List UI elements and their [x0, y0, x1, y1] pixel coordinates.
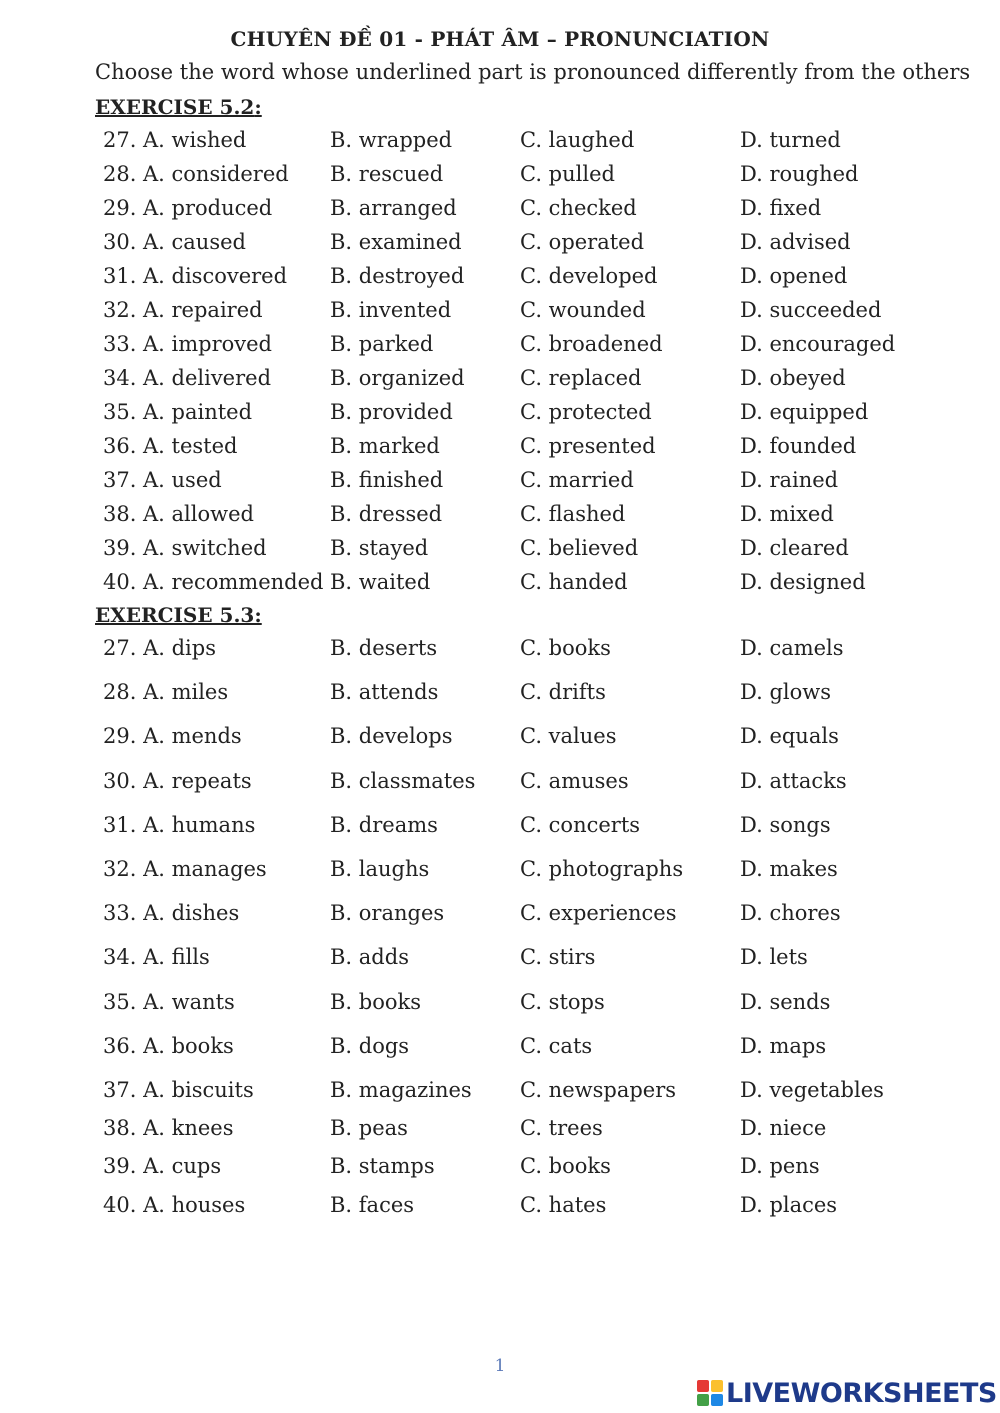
option-b: B. laughs: [330, 857, 430, 881]
question-row: [0, 724, 1000, 754]
option-d: D. obeyed: [740, 366, 846, 390]
question-row: [0, 196, 1000, 226]
option-a: A. improved: [143, 332, 273, 356]
option-b: B. marked: [330, 434, 440, 458]
option-d: D. sends: [740, 990, 831, 1014]
question-number: 31.: [103, 264, 137, 288]
option-b: B. deserts: [330, 636, 438, 660]
question-row: [0, 901, 1000, 931]
option-d: D. roughed: [740, 162, 859, 186]
option-b: B. dressed: [330, 502, 443, 526]
option-b: B. books: [330, 990, 422, 1014]
option-a: 31. A. humans: [103, 813, 256, 837]
exercise-5-2-heading-text: EXERCISE 5.2: [95, 95, 255, 119]
option-b: B. oranges: [330, 901, 445, 925]
option-d: D. glows: [740, 680, 831, 704]
question-row: [0, 230, 1000, 260]
option-c: C. drifts: [520, 680, 606, 704]
question-number: 32.: [103, 298, 137, 322]
option-c: C. replaced: [520, 366, 642, 390]
question-number: 29.: [103, 196, 137, 220]
question-row: [0, 502, 1000, 532]
question-row: [0, 400, 1000, 430]
option-c: C. presented: [520, 434, 656, 458]
option-b: B. faces: [330, 1193, 415, 1217]
option-d: D. opened: [740, 264, 848, 288]
option-b: B. peas: [330, 1116, 408, 1140]
option-a: A. allowed: [143, 502, 254, 526]
question-row: [0, 1034, 1000, 1064]
option-c: C. believed: [520, 536, 639, 560]
option-c: C. stirs: [520, 945, 596, 969]
question-row: [0, 332, 1000, 362]
logo-icon: [697, 1380, 723, 1406]
logo-text: LIVEWORKSHEETS: [726, 1377, 997, 1409]
option-d: D. lets: [740, 945, 808, 969]
option-a: A. discovered: [143, 264, 288, 288]
option-b: B. provided: [330, 400, 453, 424]
question-row: [0, 680, 1000, 710]
option-b: B. parked: [330, 332, 434, 356]
option-a: 35. A. wants: [103, 990, 235, 1014]
option-c: C. developed: [520, 264, 658, 288]
option-c: C. wounded: [520, 298, 646, 322]
page-number: 1: [494, 1356, 506, 1376]
exercise-5-3-heading: EXERCISE 5.3:: [95, 603, 262, 627]
question-row: [0, 570, 1000, 600]
option-b: B. stamps: [330, 1154, 435, 1178]
question-row: [0, 162, 1000, 192]
option-c: C. concerts: [520, 813, 641, 837]
option-b: B. finished: [330, 468, 444, 492]
option-c: C. stops: [520, 990, 605, 1014]
question-row: [0, 1154, 1000, 1184]
option-d: D. founded: [740, 434, 857, 458]
option-a: 37. A. biscuits: [103, 1078, 254, 1102]
question-row: [0, 1193, 1000, 1223]
option-c: C. values: [520, 724, 617, 748]
option-a: 29. A. mends: [103, 724, 242, 748]
question-number: 38.: [103, 502, 137, 526]
option-b: B. rescued: [330, 162, 444, 186]
liveworksheets-logo: [697, 1378, 997, 1408]
option-b: B. attends: [330, 680, 439, 704]
option-b: B. develops: [330, 724, 453, 748]
option-d: D. camels: [740, 636, 844, 660]
option-a: A. wished: [143, 128, 247, 152]
option-b: B. invented: [330, 298, 452, 322]
question-row: [0, 128, 1000, 158]
page-title: CHUYÊN ĐỀ 01 - PHÁT ÂM – PRONUNCIATION: [230, 27, 770, 51]
option-b: B. stayed: [330, 536, 429, 560]
question-row: [0, 468, 1000, 498]
option-a: A. painted: [143, 400, 253, 424]
option-c: C. amuses: [520, 769, 629, 793]
question-row: [0, 1078, 1000, 1108]
option-b: B. destroyed: [330, 264, 465, 288]
option-d: D. cleared: [740, 536, 849, 560]
option-a: A. recommended: [143, 570, 324, 594]
option-b: B. dreams: [330, 813, 438, 837]
option-b: B. organized: [330, 366, 465, 390]
option-b: B. examined: [330, 230, 462, 254]
option-a: A. caused: [143, 230, 246, 254]
question-row: [0, 990, 1000, 1020]
option-b: B. magazines: [330, 1078, 472, 1102]
option-c: C. laughed: [520, 128, 635, 152]
option-b: B. classmates: [330, 769, 476, 793]
option-c: C. protected: [520, 400, 652, 424]
option-c: C. pulled: [520, 162, 615, 186]
option-d: D. makes: [740, 857, 838, 881]
option-a: A. repaired: [143, 298, 263, 322]
option-d: D. chores: [740, 901, 841, 925]
option-a: A. used: [143, 468, 222, 492]
option-d: D. equipped: [740, 400, 869, 424]
question-number: 40.: [103, 570, 137, 594]
question-number: 33.: [103, 332, 137, 356]
question-row: [0, 298, 1000, 328]
instructions: Choose the word whose underlined part is pronounced differently from the others: [95, 60, 971, 84]
option-a: A. switched: [143, 536, 267, 560]
question-number: 30.: [103, 230, 137, 254]
option-d: D. fixed: [740, 196, 822, 220]
option-c: C. cats: [520, 1034, 593, 1058]
option-d: D. mixed: [740, 502, 834, 526]
option-d: D. niece: [740, 1116, 827, 1140]
option-b: B. waited: [330, 570, 431, 594]
question-row: [0, 769, 1000, 799]
option-d: D. rained: [740, 468, 839, 492]
option-c: C. married: [520, 468, 634, 492]
option-a: 32. A. manages: [103, 857, 267, 881]
question-row: [0, 1116, 1000, 1146]
option-d: D. vegetables: [740, 1078, 884, 1102]
option-a: A. produced: [143, 196, 273, 220]
option-c: C. books: [520, 636, 611, 660]
option-a: 34. A. fills: [103, 945, 210, 969]
question-row: [0, 264, 1000, 294]
option-c: C. checked: [520, 196, 637, 220]
option-a: A. delivered: [143, 366, 272, 390]
question-number: 36.: [103, 434, 137, 458]
question-row: [0, 857, 1000, 887]
option-c: C. newspapers: [520, 1078, 677, 1102]
option-c: C. experiences: [520, 901, 677, 925]
option-d: D. encouraged: [740, 332, 896, 356]
option-d: D. turned: [740, 128, 841, 152]
option-a: A. tested: [143, 434, 238, 458]
option-d: D. designed: [740, 570, 866, 594]
question-row: [0, 945, 1000, 975]
question-number: 28.: [103, 162, 137, 186]
option-a: 40. A. houses: [103, 1193, 246, 1217]
option-c: C. flashed: [520, 502, 626, 526]
option-d: D. equals: [740, 724, 839, 748]
option-a: 38. A. knees: [103, 1116, 234, 1140]
question-number: 35.: [103, 400, 137, 424]
question-row: [0, 536, 1000, 566]
option-a: 30. A. repeats: [103, 769, 252, 793]
option-c: C. books: [520, 1154, 611, 1178]
question-number: 27.: [103, 128, 137, 152]
option-c: C. broadened: [520, 332, 663, 356]
option-d: D. places: [740, 1193, 838, 1217]
option-d: D. songs: [740, 813, 831, 837]
option-a: 28. A. miles: [103, 680, 229, 704]
question-row: [0, 636, 1000, 666]
option-a: A. considered: [143, 162, 289, 186]
option-a: 36. A. books: [103, 1034, 234, 1058]
option-d: D. pens: [740, 1154, 820, 1178]
option-b: B. arranged: [330, 196, 457, 220]
question-row: [0, 813, 1000, 843]
option-b: B. wrapped: [330, 128, 453, 152]
option-a: 27. A. dips: [103, 636, 216, 660]
question-number: 39.: [103, 536, 137, 560]
option-a: 33. A. dishes: [103, 901, 240, 925]
option-b: B. dogs: [330, 1034, 410, 1058]
option-a: 39. A. cups: [103, 1154, 222, 1178]
question-row: [0, 434, 1000, 464]
option-d: D. attacks: [740, 769, 847, 793]
option-c: C. photographs: [520, 857, 684, 881]
option-c: C. hates: [520, 1193, 607, 1217]
option-c: C. handed: [520, 570, 628, 594]
question-row: [0, 366, 1000, 396]
question-number: 37.: [103, 468, 137, 492]
option-c: C. trees: [520, 1116, 603, 1140]
option-d: D. maps: [740, 1034, 827, 1058]
exercise-5-2-heading: EXERCISE 5.2:: [95, 95, 262, 119]
option-b: B. adds: [330, 945, 409, 969]
question-number: 34.: [103, 366, 137, 390]
option-d: D. advised: [740, 230, 851, 254]
option-d: D. succeeded: [740, 298, 882, 322]
option-c: C. operated: [520, 230, 645, 254]
